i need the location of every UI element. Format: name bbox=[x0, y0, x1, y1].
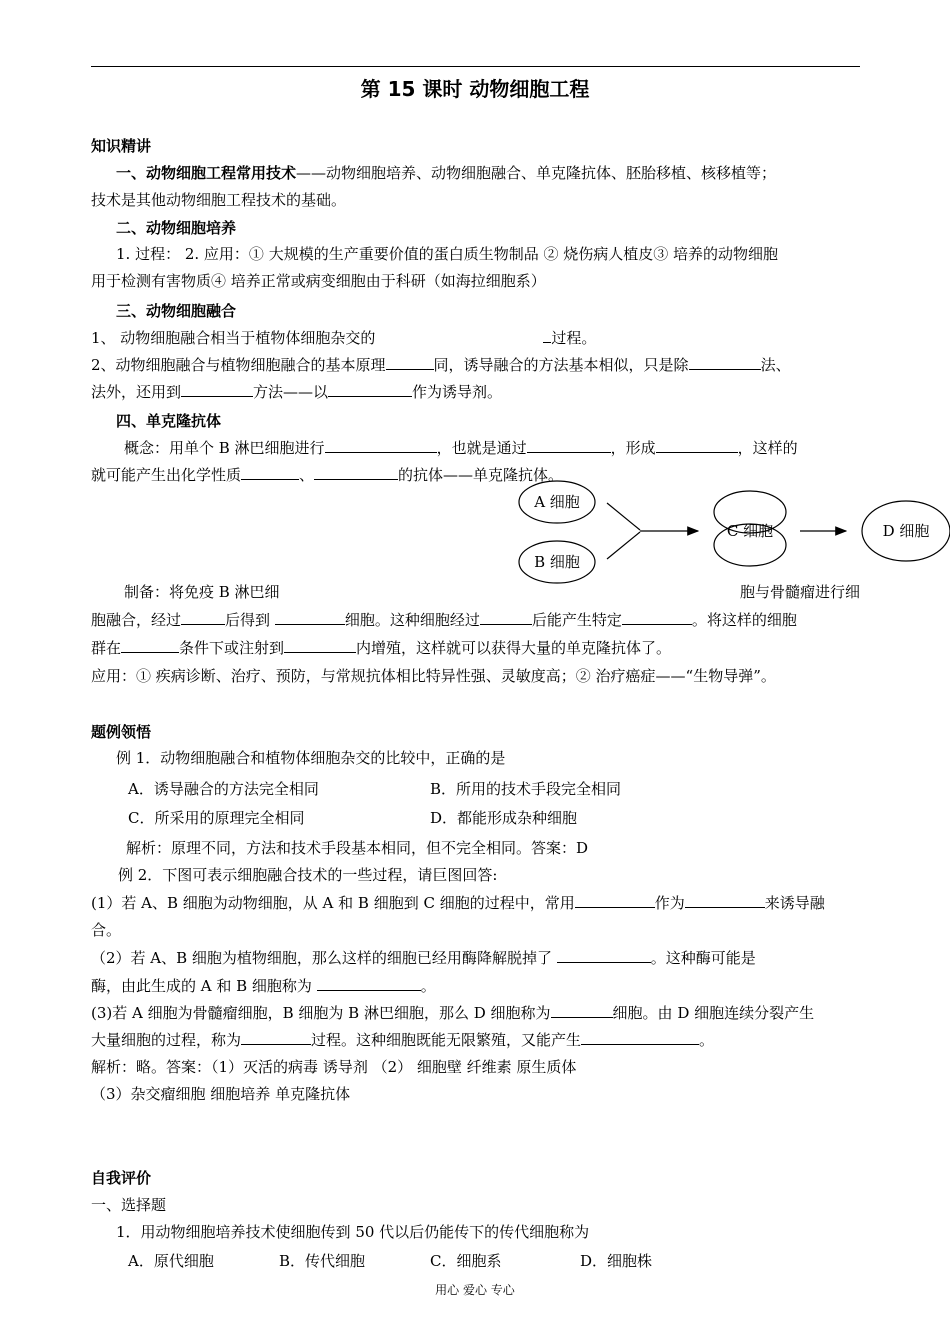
section-heading-examples: 题例领悟 bbox=[91, 723, 152, 741]
blank bbox=[622, 609, 692, 625]
line-4b-text2: 、 bbox=[299, 466, 315, 484]
merge-line-bottom bbox=[607, 532, 640, 559]
line-3b-text2: 同，诱导融合的方法基本相似，只是除 bbox=[433, 356, 689, 374]
line-5b: 胞与骨髓瘤进行细 bbox=[739, 583, 860, 601]
line-7-text3: 内增殖，这样就可以获得大量的单克隆抗体了。 bbox=[356, 639, 672, 657]
line-6-text1: 胞融合，经过 bbox=[91, 611, 182, 629]
line-6-text3: 细胞。这种细胞经过 bbox=[344, 611, 480, 629]
line-6-text5: 。将这样的细胞 bbox=[691, 611, 797, 629]
q1-text2: 作为 bbox=[654, 894, 685, 912]
section-heading-knowledge: 知识精讲 bbox=[91, 137, 152, 155]
line-3b-text1: 2、动物细胞融合与植物细胞融合的基本原理 bbox=[91, 356, 386, 374]
line-7-text1: 群在 bbox=[91, 639, 122, 657]
line-1-cont: 技术是其他动物细胞工程技术的基础。 bbox=[91, 191, 347, 209]
line-4a-text3: ，形成 bbox=[610, 439, 656, 457]
q2-text1: （2）若 A、B 细胞为植物细胞，那么这样的细胞已经用酶降解脱掉了 bbox=[91, 949, 552, 967]
example-1-option-c: C．所采用的原理完全相同 bbox=[128, 809, 305, 827]
line-7-text2: 条件下或注射到 bbox=[179, 639, 285, 657]
subheading-choice: 一、选择题 bbox=[91, 1196, 167, 1214]
line-4b-text3: 的抗体——单克隆抗体。 bbox=[398, 466, 564, 484]
self-eval-option-b: B．传代细胞 bbox=[279, 1252, 366, 1270]
line-6-text2: 后得到 bbox=[225, 611, 271, 629]
line-4a-text2: ，也就是通过 bbox=[436, 439, 527, 457]
heading-2: 二、动物细胞培养 bbox=[116, 219, 237, 237]
example-1: 例 1．动物细胞融合和植物体细胞杂交的比较中，正确的是 bbox=[116, 749, 506, 767]
heading-4: 四、单克隆抗体 bbox=[116, 412, 222, 430]
line-3b-text3: 法、 bbox=[760, 356, 791, 374]
blank bbox=[241, 1029, 311, 1045]
q1-text3: 来诱导融 bbox=[764, 894, 825, 912]
line-3a-text: 1、 动物细胞融合相当于植物体细胞杂交的 bbox=[91, 329, 376, 347]
cell-a-label: A 细胞 bbox=[534, 493, 580, 511]
line-2b: 用于检测有害物质④ 培养正常或病变细胞由于科研（如海拉细胞系） bbox=[91, 272, 546, 290]
q3-text3: 大量细胞的过程，称为 bbox=[91, 1031, 242, 1049]
line-3c-text2: 方法——以 bbox=[253, 383, 329, 401]
page-title: 第 15 课时 动物细胞工程 bbox=[360, 77, 590, 101]
blank bbox=[275, 609, 345, 625]
question-1-cont: 合。 bbox=[91, 921, 122, 939]
line-8: 应用：① 疾病诊断、治疗、预防，与常规抗体相比特异性强、灵敏度高；② 治疗癌症——“生物导弹”。 bbox=[91, 667, 776, 685]
blank bbox=[480, 609, 532, 625]
question-3-cont bbox=[91, 1029, 714, 1050]
cell-d-label: D 细胞 bbox=[882, 522, 930, 540]
line-3c-text1: 法外，还用到 bbox=[91, 383, 182, 401]
line-7 bbox=[91, 637, 671, 658]
q2-text3: 酶，由此生成的 A 和 B 细胞称为 bbox=[91, 977, 312, 995]
self-eval-option-a: A．原代细胞 bbox=[128, 1252, 214, 1270]
self-eval-option-c: C．细胞系 bbox=[430, 1252, 502, 1270]
cell-b-label: B 细胞 bbox=[534, 553, 580, 571]
blank bbox=[557, 947, 651, 963]
blank bbox=[181, 609, 225, 625]
example-2-answer-cont: （3）杂交瘤细胞 细胞培养 单克隆抗体 bbox=[91, 1085, 351, 1103]
heading-1: 一、动物细胞工程常用技术 bbox=[116, 164, 297, 182]
q3-text4: 过程。这种细胞既能无限繁殖，又能产生 bbox=[311, 1031, 582, 1049]
heading-3: 三、动物细胞融合 bbox=[116, 302, 237, 320]
line-4a-text4: ，这样的 bbox=[737, 439, 798, 457]
q2-text2: 。这种酶可能是 bbox=[650, 949, 756, 967]
page-footer: 用心 爱心 专心 bbox=[435, 1283, 515, 1297]
line-2a: 1. 过程： 2. 应用：① 大规模的生产重要价值的蛋白质生物制品 ② 烧伤病人植皮③ 培养的动物细胞 bbox=[116, 245, 779, 263]
q3-text2: 细胞。由 D 细胞连续分裂产生 bbox=[612, 1004, 815, 1022]
q1-text1: (1）若 A、B 细胞为动物细胞，从 A 和 B 细胞到 C 细胞的过程中，常用 bbox=[91, 894, 575, 912]
line-1-text: ——动物细胞培养、动物细胞融合、单克隆抗体、胚胎移植、核移植等； bbox=[296, 164, 777, 182]
blank bbox=[551, 1002, 613, 1018]
blank bbox=[121, 637, 179, 653]
q3-text5: 。 bbox=[699, 1031, 715, 1049]
line-4b-text1: 就可能产生出化学性质 bbox=[91, 466, 242, 484]
cell-c-label: C 细胞 bbox=[726, 522, 774, 540]
blank bbox=[685, 892, 765, 908]
blank bbox=[284, 637, 356, 653]
example-1-option-b: B．所用的技术手段完全相同 bbox=[430, 780, 622, 798]
blank bbox=[575, 892, 655, 908]
question-2 bbox=[91, 947, 756, 968]
self-eval-option-d: D．细胞株 bbox=[580, 1252, 653, 1270]
example-2: 例 2．下图可表示细胞融合技术的一些过程，请巨图回答: bbox=[118, 866, 498, 884]
line-4a-text1: 概念：用单个 B 淋巴细胞进行 bbox=[124, 439, 325, 457]
line-6 bbox=[91, 609, 797, 630]
q2-text4: 。 bbox=[420, 977, 436, 995]
question-3 bbox=[91, 1002, 814, 1023]
example-2-answer: 解析：略。答案：（1）灭活的病毒 诱导剂 （2） 细胞壁 纤维素 原生质体 bbox=[91, 1058, 577, 1076]
question-2-cont bbox=[91, 975, 436, 996]
q3-text1: (3)若 A 细胞为骨髓瘤细胞，B 细胞为 B 淋巴细胞，那么 D 细胞称为 bbox=[91, 1004, 551, 1022]
line-5a: 制备：将免疫 B 淋巴细 bbox=[124, 583, 280, 601]
section-heading-self-eval: 自我评价 bbox=[91, 1169, 152, 1187]
blank bbox=[317, 975, 421, 991]
example-1-option-a: A．诱导融合的方法完全相同 bbox=[128, 780, 319, 798]
line-3c-text3: 作为诱导剂。 bbox=[412, 383, 503, 401]
blank bbox=[581, 1029, 699, 1045]
question-1 bbox=[91, 892, 825, 913]
line-3a-end: 过程。 bbox=[551, 329, 597, 347]
merge-line-top bbox=[607, 503, 640, 530]
line-6-text4: 后能产生特定 bbox=[531, 611, 622, 629]
self-eval-question-1: 1．用动物细胞培养技术使细胞传到 50 代以后仍能传下的传代细胞称为 bbox=[116, 1223, 590, 1241]
example-1-option-d: D．都能形成杂种细胞 bbox=[430, 809, 578, 827]
example-1-answer: 解析：原理不同，方法和技术手段基本相同，但不完全相同。答案：D bbox=[126, 839, 589, 857]
